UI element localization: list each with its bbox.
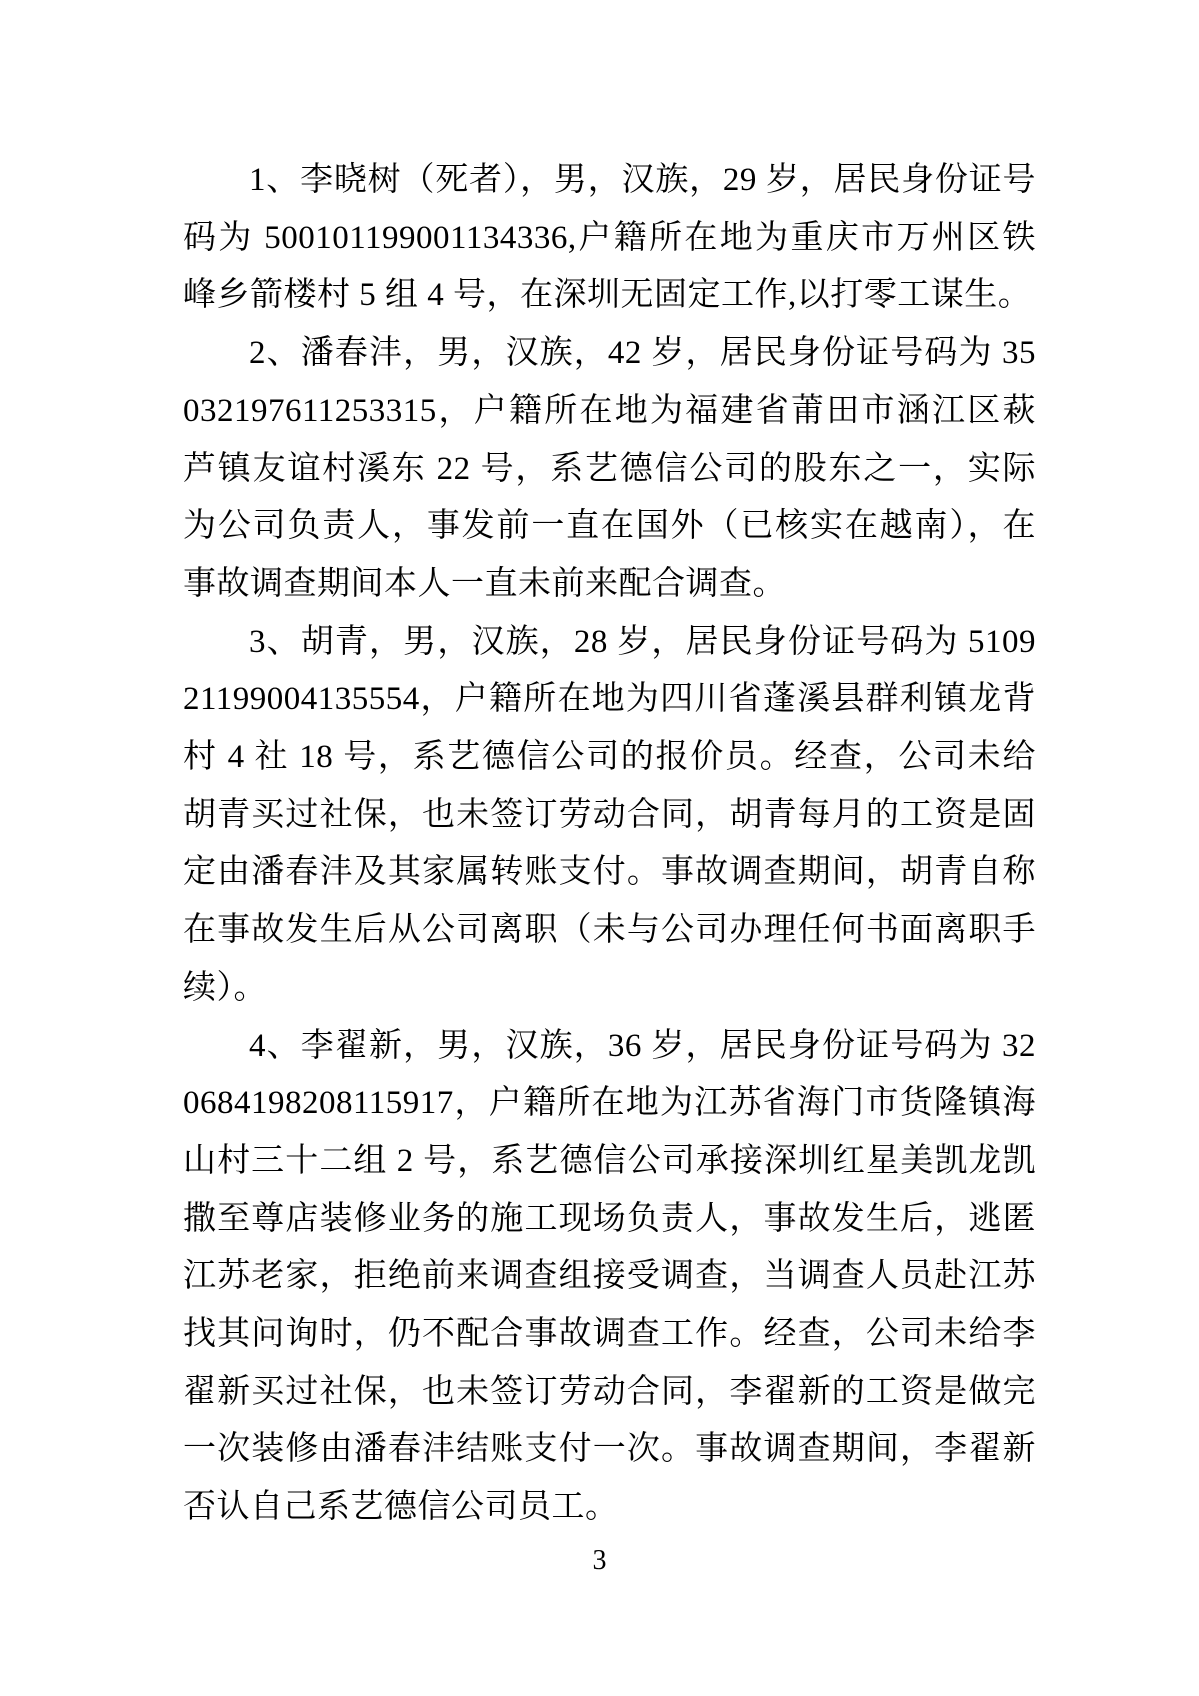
page-number: 3 (592, 1545, 607, 1576)
paragraph-person-1: 1、李晓树（死者），男，汉族，29 岁，居民身份证号码为 500101199001134336,户籍所在地为重庆市万州区铁峰乡箭楼村 5 组 4 号，在深圳无固定工作,以打零工谋生。 (183, 162, 1036, 314)
paragraph-person-2: 2、潘春沣，男，汉族，42 岁，居民身份证号码为 35032197611253315，户籍所在地为福建省莆田市涵江区萩芦镇友谊村溪东 22 号，系艺德信公司的股东之一，实际为公司负责人，事发前一直在国外（已核实在越南），在事故调查期间本人一直未前来配合调查。 (183, 335, 1036, 602)
document-body (183, 152, 1036, 1537)
paragraph-person-3: 3、胡青，男，汉族，28 岁，居民身份证号码为 510921199004135554，户籍所在地为四川省蓬溪县群利镇龙背村 4 社 18 号，系艺德信公司的报价员。经查，公司未给胡青买过社保，也未签订劳动合同，胡青每月的工资是固定由潘春沣及其家属转账支付。事故调查期间，胡青自称在事故发生后从公司离职（未与公司办理任何书面离职手续）。 (183, 623, 1036, 1006)
paragraph-person-4: 4、李翟新，男，汉族，36 岁，居民身份证号码为 320684198208115917，户籍所在地为江苏省海门市货隆镇海山村三十二组 2 号，系艺德信公司承接深圳红星美凯龙凯撒至尊店装修业务的施工现场负责人，事故发生后，逃匿江苏老家，拒绝前来调查组接受调查，当调查人员赴江苏找其问询时，仍不配合事故调查工作。经查，公司未给李翟新买过社保，也未签订劳动合同，李翟新的工资是做完一次装修由潘春沣结账支付一次。事故调查期间，李翟新否认自己系艺德信公司员工。 (183, 1027, 1036, 1526)
